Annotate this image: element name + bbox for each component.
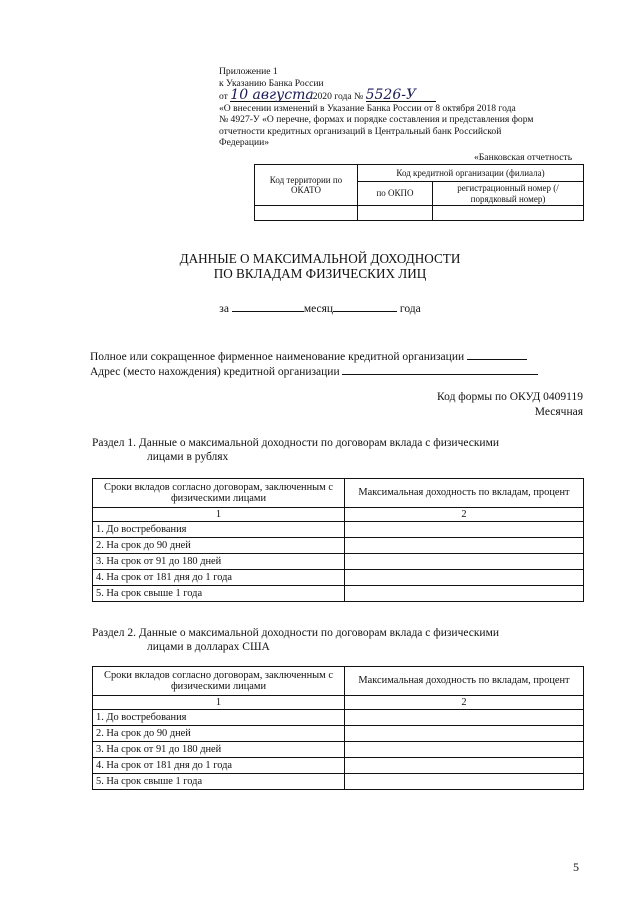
okpo-header: по ОКПО <box>358 182 433 206</box>
reporting-period <box>0 300 640 315</box>
row-label: 3. На срок от 91 до 180 дней <box>93 742 345 758</box>
section-2-title <box>92 626 584 654</box>
table-row <box>93 570 584 586</box>
section-2-title-line-2: лицами в долларах США <box>147 641 270 653</box>
from-label: от <box>219 91 228 102</box>
org-address-field <box>90 363 538 378</box>
month-blank[interactable] <box>232 300 304 312</box>
section-1-title <box>92 436 584 464</box>
decree-reference: к Указанию Банка России <box>219 77 324 89</box>
section-2-col-2-number: 2 <box>345 696 584 710</box>
reg-number-header: регистрационный номер (/порядковый номер) <box>433 182 584 206</box>
section-2-title-line-1: Раздел 2. Данные о максимальной доходности по договорам вклада с физическими <box>92 627 500 639</box>
table-row <box>93 774 584 790</box>
handwritten-date: 10 августа <box>230 87 314 103</box>
okato-header: Код территории по ОКАТО <box>255 165 358 206</box>
okud-code: Код формы по ОКУД 0409119 <box>437 391 583 403</box>
section-2-table <box>92 666 584 790</box>
document-title-line-2: ПО ВКЛАДАМ ФИЗИЧЕСКИХ ЛИЦ <box>213 266 427 281</box>
org-address-blank[interactable] <box>342 363 538 375</box>
appendix-label: Приложение 1 <box>219 66 278 77</box>
value-cell[interactable] <box>345 758 584 774</box>
handwritten-number: 5526-У <box>366 89 436 102</box>
org-address-label: Адрес (место нахождения) кредитной организации <box>90 366 340 378</box>
period-for-label: за <box>219 303 229 315</box>
codes-table <box>254 164 584 221</box>
page-number: 5 <box>573 860 579 874</box>
section-2-col-2-header: Максимальная доходность по вкладам, процент <box>345 667 584 696</box>
section-1-col-1-header: Сроки вкладов согласно договорам, заключенным с физическими лицами <box>93 479 345 508</box>
okpo-cell[interactable] <box>358 206 433 221</box>
value-cell[interactable] <box>345 538 584 554</box>
row-label: 4. На срок от 181 дня до 1 года <box>93 570 345 586</box>
okato-cell[interactable] <box>255 206 358 221</box>
row-label: 1. До востребования <box>93 522 345 538</box>
section-1-col-2-number: 2 <box>345 508 584 522</box>
credit-org-header: Код кредитной организации (филиала) <box>358 165 584 182</box>
table-row <box>93 522 584 538</box>
row-label: 5. На срок свыше 1 года <box>93 586 345 602</box>
value-cell[interactable] <box>345 726 584 742</box>
table-row <box>93 710 584 726</box>
org-name-field <box>90 348 527 363</box>
section-1-title-line-1: Раздел 1. Данные о максимальной доходности по договорам вклада с физическими <box>92 437 500 449</box>
section-1-col-1-number: 1 <box>93 508 345 522</box>
reg-number-cell[interactable] <box>433 206 584 221</box>
value-cell[interactable] <box>345 586 584 602</box>
value-cell[interactable] <box>345 570 584 586</box>
value-cell[interactable] <box>345 710 584 726</box>
reporting-label: «Банковская отчетность <box>474 152 573 163</box>
section-1-title-line-2: лицами в рублях <box>147 451 229 463</box>
section-2-col-1-header: Сроки вкладов согласно договорам, заключенным с физическими лицами <box>93 667 345 696</box>
table-row <box>93 726 584 742</box>
okud-block <box>437 390 583 420</box>
year-label: 2020 года № <box>312 91 364 102</box>
table-row <box>93 538 584 554</box>
value-cell[interactable] <box>345 554 584 570</box>
period-year-label: года <box>399 303 421 315</box>
org-name-label: Полное или сокращенное фирменное наименование кредитной организации <box>90 351 465 363</box>
appendix-header <box>219 66 589 149</box>
decree-title-line-2: № 4927-У «О перечне, формах и порядке составления и представления форм <box>219 114 534 125</box>
document-title-line-1: ДАННЫЕ О МАКСИМАЛЬНОЙ ДОХОДНОСТИ <box>179 251 461 266</box>
section-1-table <box>92 478 584 602</box>
decree-title-line-3: отчетности кредитных организаций в Центральный банк Российской <box>219 125 502 137</box>
decree-title-line-1: «О внесении изменений в Указание Банка России от 8 октября 2018 года <box>219 102 516 114</box>
table-row <box>93 586 584 602</box>
decree-title-line-4: Федерации» <box>219 137 270 148</box>
period-month-label: месяц <box>303 303 334 315</box>
row-label: 4. На срок от 181 дня до 1 года <box>93 758 345 774</box>
value-cell[interactable] <box>345 742 584 758</box>
row-label: 5. На срок свыше 1 года <box>93 774 345 790</box>
table-row <box>93 742 584 758</box>
section-1-col-2-header: Максимальная доходность по вкладам, процент <box>345 479 584 508</box>
section-2-col-1-number: 1 <box>93 696 345 710</box>
table-row <box>93 758 584 774</box>
row-label: 2. На срок до 90 дней <box>93 726 345 742</box>
value-cell[interactable] <box>345 774 584 790</box>
row-label: 2. На срок до 90 дней <box>93 538 345 554</box>
org-name-blank[interactable] <box>467 348 527 360</box>
decree-date-line <box>219 89 589 103</box>
table-row <box>93 554 584 570</box>
row-label: 3. На срок от 91 до 180 дней <box>93 554 345 570</box>
year-blank[interactable] <box>333 300 397 312</box>
row-label: 1. До востребования <box>93 710 345 726</box>
value-cell[interactable] <box>345 522 584 538</box>
okud-frequency: Месячная <box>534 406 583 418</box>
